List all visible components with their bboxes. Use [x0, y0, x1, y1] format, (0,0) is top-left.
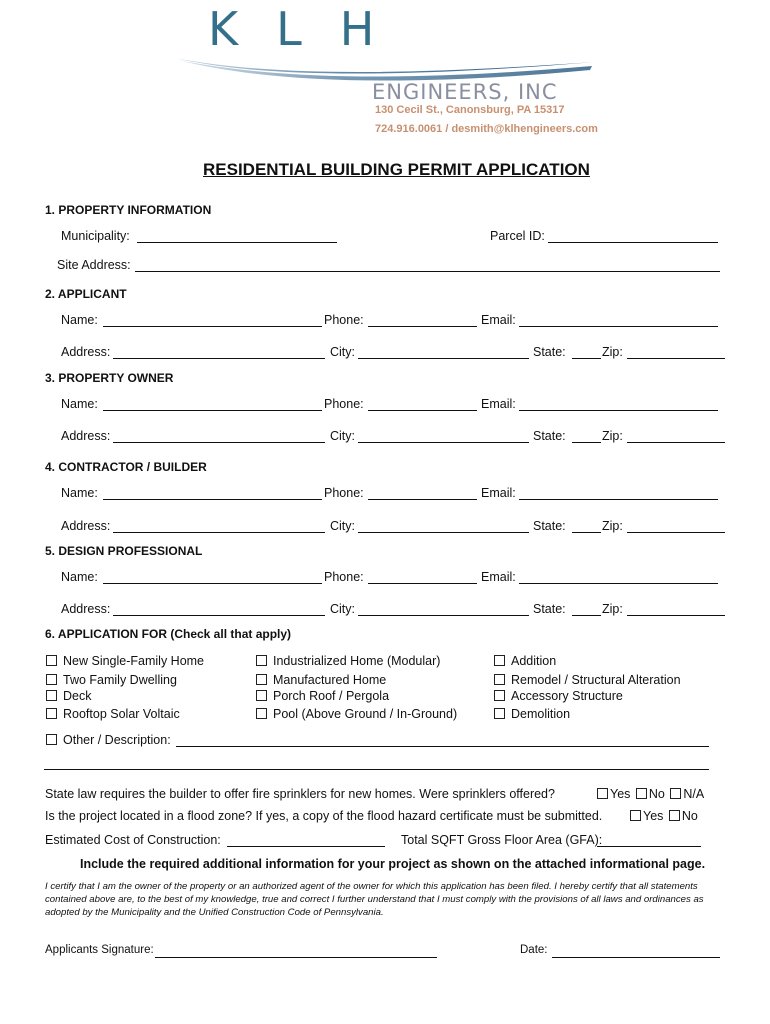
option-industrialized-home[interactable]: Industrialized Home (Modular): [256, 654, 440, 668]
designer-name-field[interactable]: [103, 583, 322, 584]
contractor-email-label: Email:: [481, 486, 516, 500]
company-contact: 724.916.0061 / desmith@klhengineers.com: [375, 123, 598, 135]
required-info-note: Include the required additional information for your project as shown on the attached informational page.: [80, 857, 706, 871]
designer-state-label: State:: [533, 602, 566, 616]
section-heading-designer: 5. DESIGN PROFESSIONAL: [45, 544, 203, 558]
owner-city-field[interactable]: [358, 442, 529, 443]
designer-state-field[interactable]: [572, 615, 601, 616]
owner-email-field[interactable]: [519, 410, 718, 411]
contractor-name-field[interactable]: [103, 499, 322, 500]
applicant-address-label: Address:: [61, 345, 111, 359]
designer-name-label: Name:: [61, 570, 98, 584]
option-other[interactable]: Other / Description:: [46, 733, 171, 747]
date-label: Date:: [520, 944, 548, 956]
checkbox-icon[interactable]: [256, 690, 267, 701]
gfa-field[interactable]: [597, 846, 701, 847]
checkbox-icon[interactable]: [256, 674, 267, 685]
checkbox-icon[interactable]: [256, 655, 267, 666]
logo-letters: KLH: [208, 2, 413, 56]
signature-field[interactable]: [155, 957, 437, 958]
parcel-label: Parcel ID:: [490, 229, 545, 243]
contractor-phone-field[interactable]: [368, 499, 477, 500]
owner-state-label: State:: [533, 429, 566, 443]
flood-question: Is the project located in a flood zone? If yes, a copy of the flood hazard certificate must be submitted.: [45, 809, 603, 823]
applicant-address-field[interactable]: [113, 358, 325, 359]
sprinkler-no-checkbox[interactable]: [636, 788, 647, 799]
applicant-name-field[interactable]: [103, 326, 322, 327]
section-heading-contractor: 4. CONTRACTOR / BUILDER: [45, 460, 207, 474]
option-demolition[interactable]: Demolition: [494, 707, 570, 721]
applicant-phone-label: Phone:: [324, 313, 364, 327]
designer-city-label: City:: [330, 602, 355, 616]
sprinkler-na-checkbox[interactable]: [670, 788, 681, 799]
site-address-label: Site Address:: [57, 258, 131, 272]
applicant-city-field[interactable]: [358, 358, 529, 359]
option-pool[interactable]: Pool (Above Ground / In-Ground): [256, 707, 457, 721]
other-description-field[interactable]: [176, 746, 709, 747]
sprinkler-options: Yes No N/A: [597, 787, 704, 801]
owner-address-label: Address:: [61, 429, 111, 443]
owner-email-label: Email:: [481, 397, 516, 411]
designer-address-field[interactable]: [113, 615, 325, 616]
signature-label: Applicants Signature:: [45, 944, 154, 956]
page-title: RESIDENTIAL BUILDING PERMIT APPLICATION: [203, 160, 590, 179]
option-remodel[interactable]: Remodel / Structural Alteration: [494, 673, 681, 687]
option-new-single-family-home[interactable]: New Single-Family Home: [46, 654, 204, 668]
cost-label: Estimated Cost of Construction:: [45, 833, 221, 847]
section-heading-property: 1. PROPERTY INFORMATION: [45, 203, 212, 217]
owner-name-label: Name:: [61, 397, 98, 411]
flood-yes-checkbox[interactable]: [630, 810, 641, 821]
contractor-name-label: Name:: [61, 486, 98, 500]
option-rooftop-solar[interactable]: Rooftop Solar Voltaic: [46, 707, 180, 721]
owner-address-field[interactable]: [113, 442, 325, 443]
checkbox-icon[interactable]: [494, 690, 505, 701]
designer-city-field[interactable]: [358, 615, 529, 616]
contractor-city-field[interactable]: [358, 532, 529, 533]
contractor-email-field[interactable]: [519, 499, 718, 500]
applicant-name-label: Name:: [61, 313, 98, 327]
contractor-state-label: State:: [533, 519, 566, 533]
option-porch-roof-pergola[interactable]: Porch Roof / Pergola: [256, 689, 389, 703]
designer-email-field[interactable]: [519, 583, 718, 584]
applicant-phone-field[interactable]: [368, 326, 477, 327]
applicant-city-label: City:: [330, 345, 355, 359]
applicant-email-field[interactable]: [519, 326, 718, 327]
sprinkler-yes-checkbox[interactable]: [597, 788, 608, 799]
checkbox-icon[interactable]: [46, 734, 57, 745]
owner-state-field[interactable]: [572, 442, 601, 443]
gfa-label: Total SQFT Gross Floor Area (GFA):: [401, 833, 603, 847]
designer-address-label: Address:: [61, 602, 111, 616]
owner-city-label: City:: [330, 429, 355, 443]
contractor-city-label: City:: [330, 519, 355, 533]
certification-text: I certify that I am the owner of the property or an authorized agent of the owner for which this application has been filed. I hereby certify that all statements contained above are, to the best of my knowledge, true and correct I further understand that I must comply with the provisions of all laws and ordinances as adopted by the Municipality and the Unified Construction Code of Pennsylvania.: [45, 881, 704, 918]
designer-zip-field[interactable]: [627, 615, 725, 616]
logo-subtitle: ENGINEERS, INC: [372, 80, 558, 104]
section-heading-applicant: 2. APPLICANT: [45, 287, 127, 301]
designer-zip-label: Zip:: [602, 602, 623, 616]
municipality-field[interactable]: [137, 242, 337, 243]
contractor-state-field[interactable]: [572, 532, 601, 533]
applicant-state-label: State:: [533, 345, 566, 359]
sprinkler-question: State law requires the builder to offer fire sprinklers for new homes. Were sprinklers offered?: [45, 787, 555, 801]
company-address: 130 Cecil St., Canonsburg, PA 15317: [375, 104, 565, 116]
checkbox-icon[interactable]: [46, 708, 57, 719]
contractor-address-field[interactable]: [113, 532, 325, 533]
date-field[interactable]: [552, 957, 720, 958]
option-addition[interactable]: Addition: [494, 654, 556, 668]
parcel-field[interactable]: [548, 242, 718, 243]
checkbox-icon[interactable]: [494, 708, 505, 719]
applicant-state-field[interactable]: [572, 358, 601, 359]
owner-zip-label: Zip:: [602, 429, 623, 443]
checkbox-icon[interactable]: [46, 674, 57, 685]
contractor-zip-label: Zip:: [602, 519, 623, 533]
section-heading-application-for: 6. APPLICATION FOR (Check all that apply): [45, 627, 292, 641]
owner-phone-field[interactable]: [368, 410, 477, 411]
owner-zip-field[interactable]: [627, 442, 725, 443]
checkbox-icon[interactable]: [494, 655, 505, 666]
checkbox-icon[interactable]: [256, 708, 267, 719]
municipality-label: Municipality:: [61, 229, 130, 243]
designer-phone-label: Phone:: [324, 570, 364, 584]
option-accessory-structure[interactable]: Accessory Structure: [494, 689, 623, 703]
flood-options: Yes No: [630, 809, 698, 823]
applicant-zip-field[interactable]: [627, 358, 725, 359]
contractor-zip-field[interactable]: [627, 532, 725, 533]
checkbox-icon[interactable]: [494, 674, 505, 685]
option-two-family-dwelling[interactable]: Two Family Dwelling: [46, 673, 177, 687]
section-heading-owner: 3. PROPERTY OWNER: [45, 371, 174, 385]
contractor-address-label: Address:: [61, 519, 111, 533]
checkbox-icon[interactable]: [46, 655, 57, 666]
owner-name-field[interactable]: [103, 410, 322, 411]
flood-no-checkbox[interactable]: [669, 810, 680, 821]
designer-email-label: Email:: [481, 570, 516, 584]
applicant-email-label: Email:: [481, 313, 516, 327]
contractor-phone-label: Phone:: [324, 486, 364, 500]
site-address-field[interactable]: [135, 271, 720, 272]
checkbox-icon[interactable]: [46, 690, 57, 701]
other-description-field-2[interactable]: [44, 769, 709, 770]
designer-phone-field[interactable]: [368, 583, 477, 584]
option-manufactured-home[interactable]: Manufactured Home: [256, 673, 386, 687]
cost-field[interactable]: [227, 846, 385, 847]
option-deck[interactable]: Deck: [46, 689, 91, 703]
owner-phone-label: Phone:: [324, 397, 364, 411]
applicant-zip-label: Zip:: [602, 345, 623, 359]
